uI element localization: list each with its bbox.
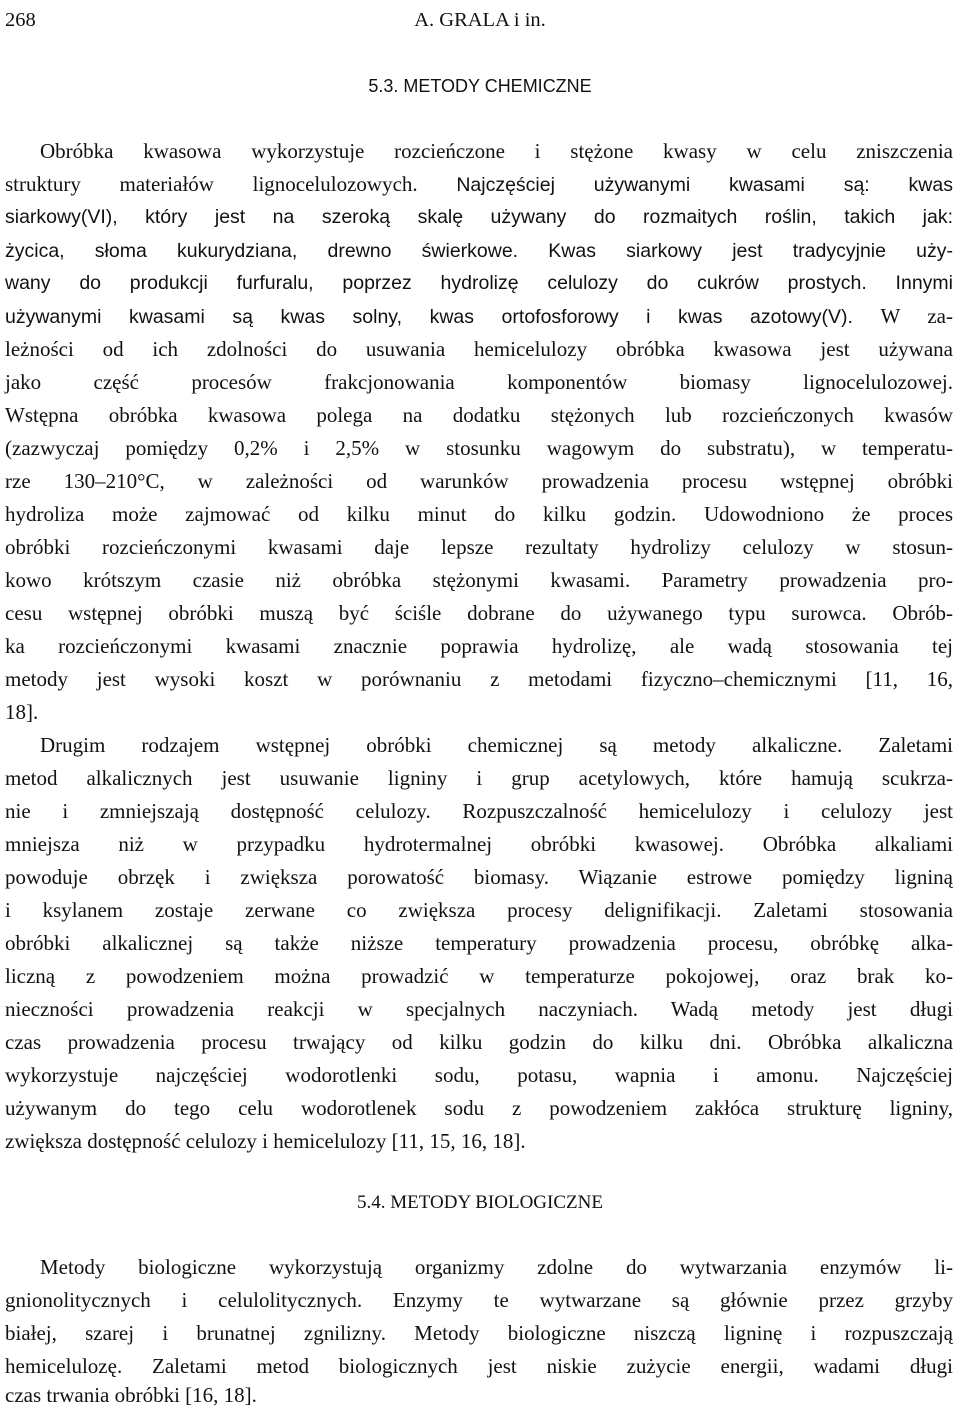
text-line: 18].: [5, 700, 39, 724]
running-head: A. GRALA i in.: [414, 9, 546, 31]
text-line: hydroliza może zajmować od kilku minut do kilku godzin. Udowodniono że proces: [5, 502, 953, 526]
text-line: Drugim rodzajem wstępnej obróbki chemicznej są metody alkaliczne. Zaletami: [40, 733, 953, 757]
text-line: ka rozcieńczonymi kwasami znacznie poprawia hydrolizę, ale wadą stosowania tej: [5, 634, 953, 658]
text-line: mniejsza niż w przypadku hydrotermalnej obróbki kwasowej. Obróbka alkaliami: [5, 832, 953, 856]
text-line: metody jest wysoki koszt w porównaniu z metodami fizyczno–chemicznymi [11, 16,: [5, 667, 953, 691]
text-line: obróbki rozcieńczonymi kwasami daje lepsze rezultaty hydrolizy celulozy w stosun-: [5, 535, 953, 559]
text-line: gnionolitycznych i celulolitycznych. Enzymy te wytwarzane są głównie przez grzyby: [5, 1288, 953, 1312]
text-line: Obróbka kwasowa wykorzystuje rozcieńczone i stężone kwasy w celu zniszczenia: [40, 139, 953, 163]
text-line: hemicelulozę. Zaletami metod biologicznych jest niskie zużycie energii, wadami długi: [5, 1354, 953, 1378]
text-line: Wstępna obróbka kwasowa polega na dodatku stężonych lub rozcieńczonych kwasów: [5, 403, 953, 427]
text-line: powoduje obrzęk i zwiększa porowatość biomasy. Wiązanie estrowe pomiędzy ligniną: [5, 865, 953, 889]
section-heading-biological: 5.4. METODY BIOLOGICZNE: [357, 1192, 603, 1213]
text-line: (zazwyczaj pomiędzy 0,2% i 2,5% w stosunku wagowym do substratu), w temperatu-: [5, 436, 953, 460]
text-line: jako część procesów frakcjonowania komponentów biomasy lignocelulozowej.: [5, 370, 953, 394]
text-line: nie i zmniejszają dostępność celulozy. Rozpuszczalność hemicelulozy i celulozy jest: [5, 799, 953, 823]
text-line: [5, 168, 953, 200]
text-segment: używanymi kwasami są kwas solny, kwas ortofosforowy i kwas azotowy(V).: [5, 306, 881, 328]
text-line: [5, 234, 953, 266]
text-line: kowo krótszym czasie niż obróbka stężonymi kwasami. Parametry prowadzenia pro-: [5, 568, 953, 592]
text-line: [5, 300, 953, 332]
text-line: wany do produkcji furfuralu, poprzez hydrolizę celulozy do cukrów prostych. Innymi: [5, 272, 953, 294]
text-line: Metody biologiczne wykorzystują organizmy zdolne do wytwarzania enzymów li-: [40, 1255, 953, 1279]
text-line: czas prowadzenia procesu trwający od kilku godzin do kilku dni. Obróbka alkaliczna: [5, 1030, 953, 1054]
text-line: rze 130–210°C, w zależności od warunków prowadzenia procesu wstępnej obróbki: [5, 469, 953, 493]
text-line: leżności od ich zdolności do usuwania hemicelulozy obróbka kwasowa jest używana: [5, 337, 953, 361]
text-line: wykorzystuje najczęściej wodorotlenki sodu, potasu, wapnia i amonu. Najczęściej: [5, 1063, 953, 1087]
text-line: i ksylanem zostaje zerwane co zwiększa procesy delignifikacji. Zaletami stosowania: [5, 898, 953, 922]
text-line: białej, szarej i brunatnej zgnilizny. Metody biologiczne niszczą ligninę i rozpuszczają: [5, 1321, 953, 1345]
text-segment: W za-: [880, 304, 953, 328]
text-line: metod alkalicznych jest usuwanie ligniny i grup acetylowych, które hamują scukrza-: [5, 766, 953, 790]
text-segment: życica, słoma kukurydziana, drewno świerkowe.: [5, 240, 549, 262]
text-line: liczną z powodzeniem można prowadzić w temperaturze pokojowej, oraz brak ko-: [5, 964, 953, 988]
text-line: obróbki alkalicznej są także niższe temperatury prowadzenia procesu, obróbkę alka-: [5, 931, 953, 955]
text-line: siarkowy(VI), który jest na szeroką skalę używany do rozmaitych roślin, takich jak:: [5, 206, 953, 228]
text-line: nieczności prowadzenia reakcji w specjalnych naczyniach. Wadą metody jest długi: [5, 997, 953, 1021]
text-line: czas trwania obróbki [16, 18].: [5, 1383, 257, 1407]
text-line: cesu wstępnej obróbki muszą być ściśle dobrane do używanego typu surowca. Obrób-: [5, 601, 953, 625]
text-segment: Najczęściej używanymi kwasami są: kwas: [456, 174, 953, 196]
section-heading-chemical: 5.3. METODY CHEMICZNE: [368, 76, 592, 96]
text-segment: struktury materiałów lignocelulozowych.: [5, 172, 457, 196]
text-line: używanym do tego celu wodorotlenek sodu z powodzeniem zakłóca strukturę ligniny,: [5, 1096, 953, 1120]
text-segment: Kwas siarkowy jest tradycyjnie uży-: [548, 240, 953, 262]
page-header: [5, 6, 955, 34]
page-number: 268: [5, 9, 36, 31]
text-line: zwiększa dostępność celulozy i hemicelulozy [11, 15, 16, 18].: [5, 1129, 526, 1153]
